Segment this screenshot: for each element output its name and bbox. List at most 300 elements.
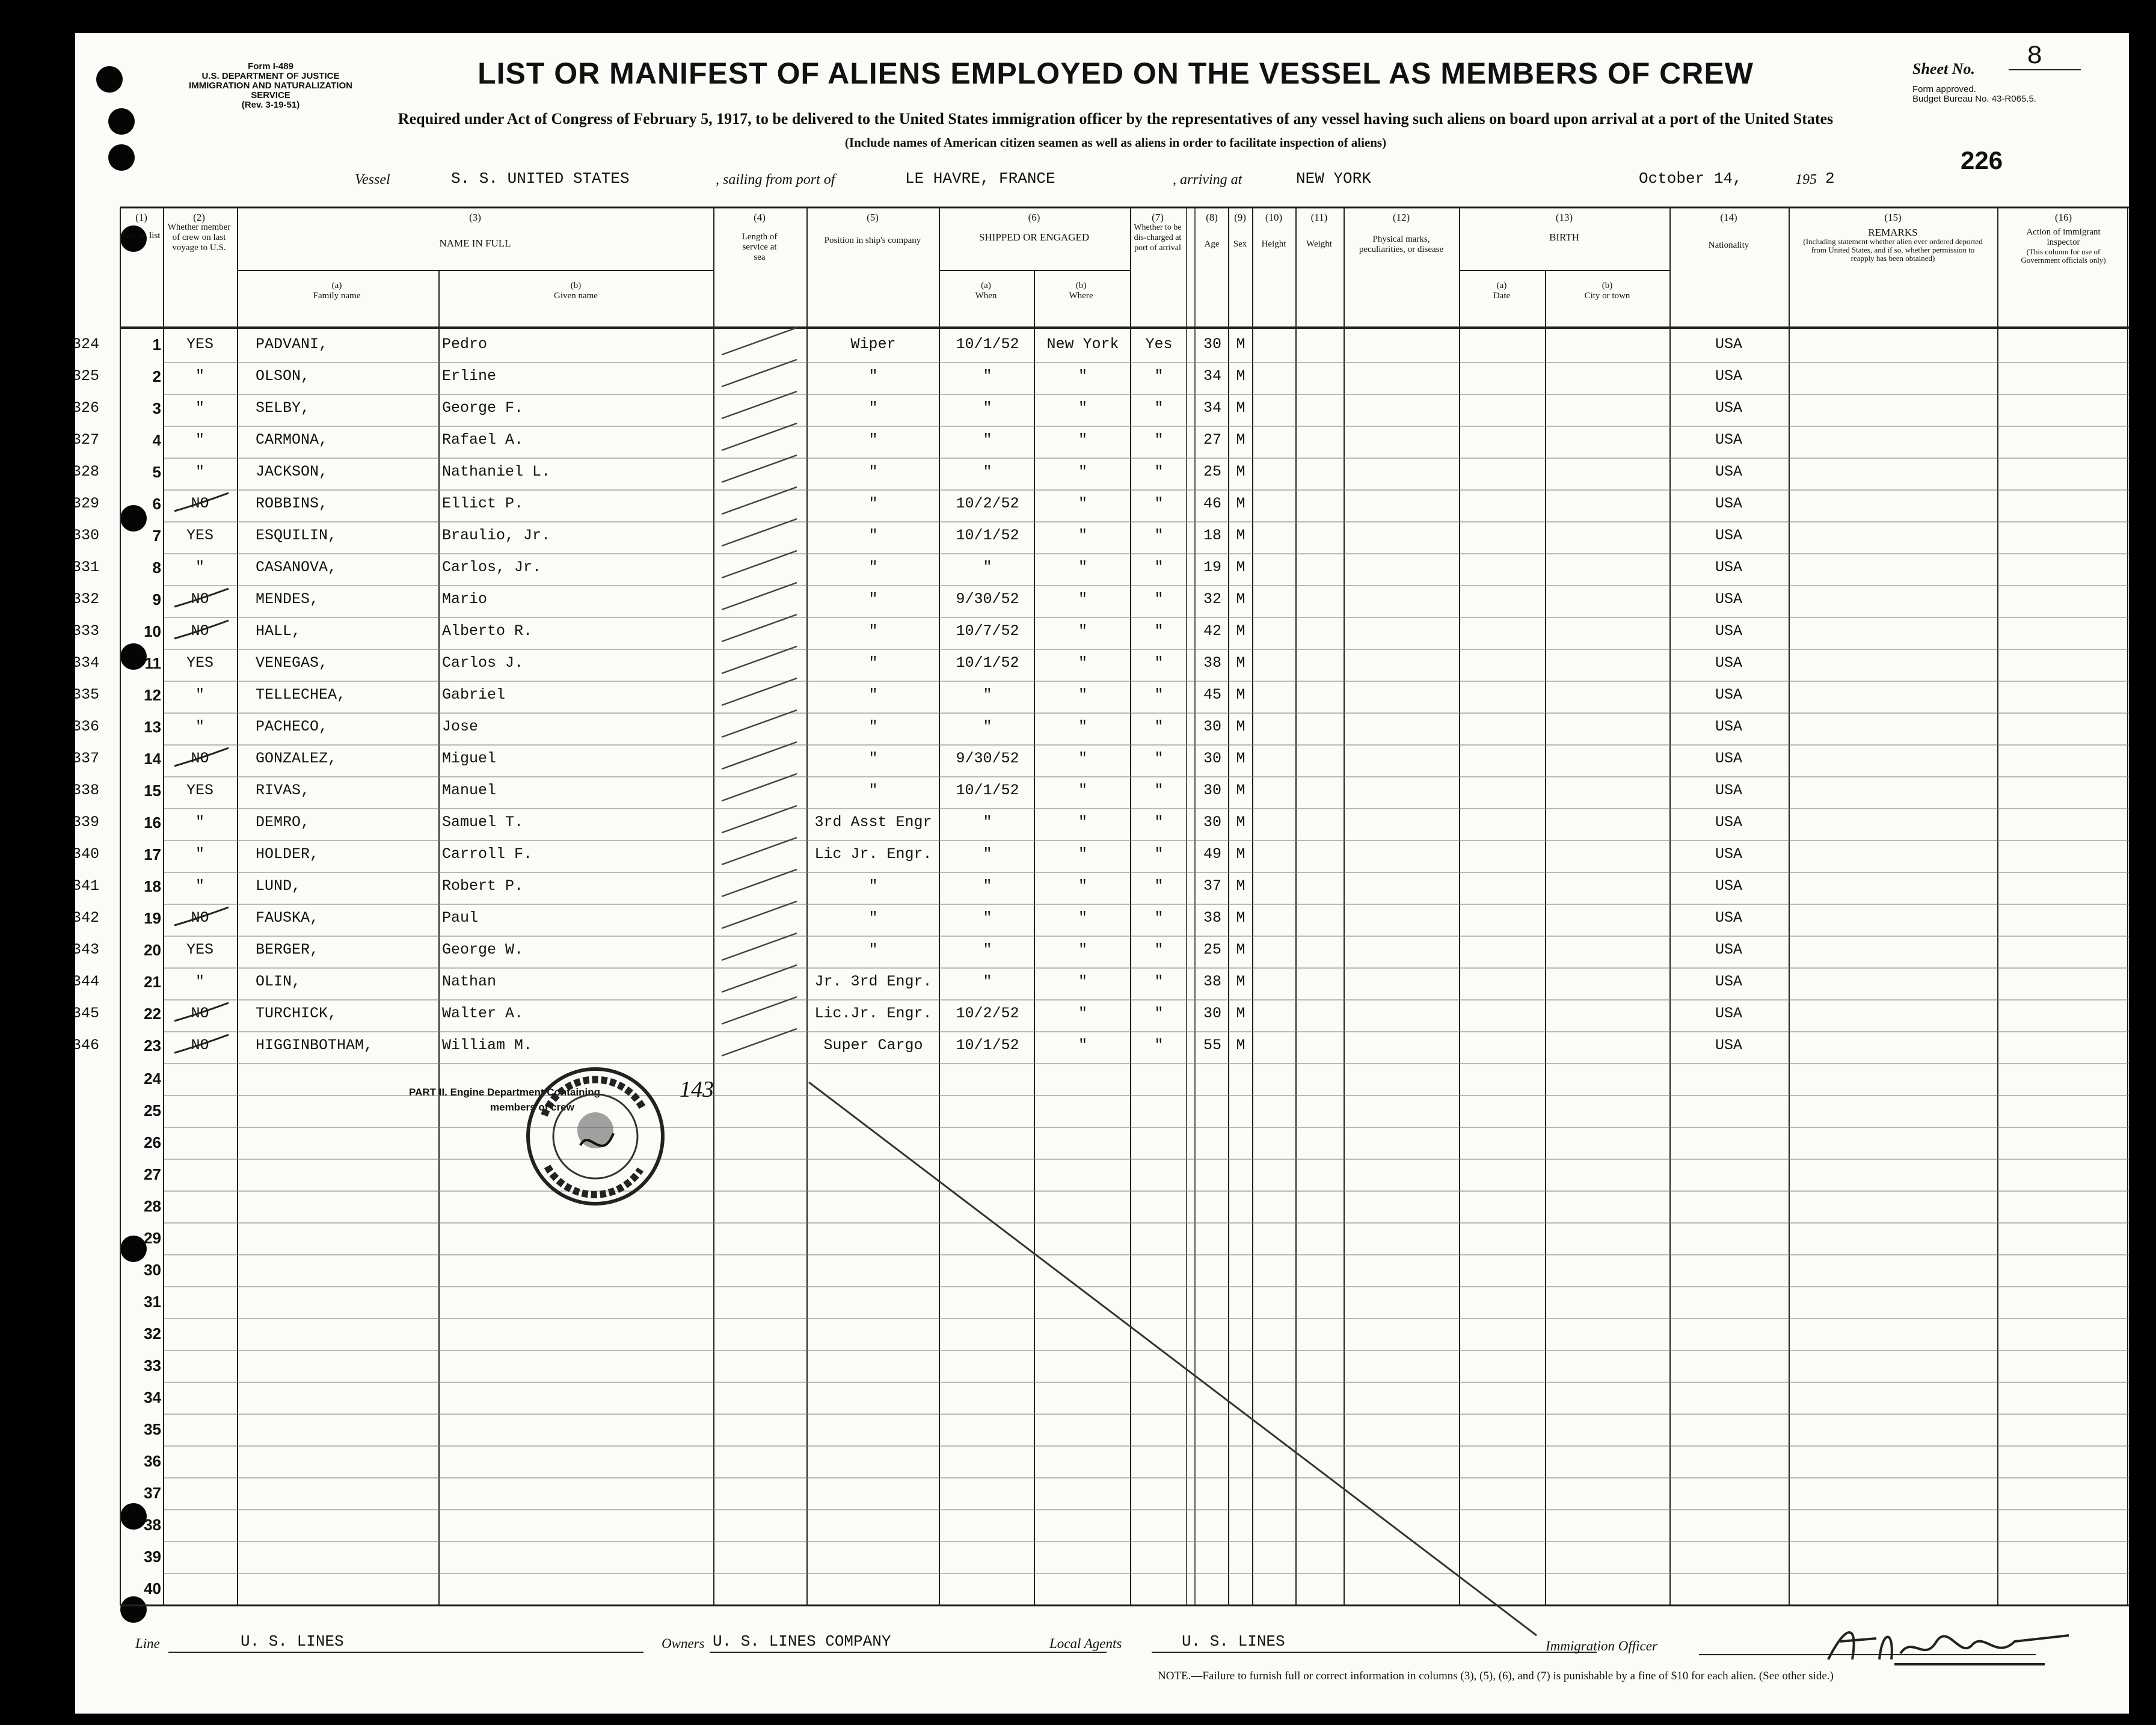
shipped-where: " [1078, 367, 1087, 385]
shipped-when: 10/1/52 [956, 527, 1019, 544]
row-number: 31 [144, 1293, 161, 1311]
form-title: LIST OR MANIFEST OF ALIENS EMPLOYED ON THE VESSEL AS MEMBERS OF CREW [478, 57, 1754, 90]
nationality: USA [1715, 1037, 1742, 1054]
nationality: USA [1715, 1005, 1742, 1022]
sex: M [1236, 718, 1245, 735]
given-name: George W. [442, 941, 524, 958]
given-name: Walter A. [442, 1005, 524, 1022]
form-subtitle: Required under Act of Congress of February 5, 1917, to be delivered to the United States immigration officer by the representatives of any vessel having such aliens on board upon arrival at a port of the United States [398, 110, 1834, 127]
row-number: 29 [144, 1229, 161, 1247]
given-name: Carroll F. [442, 845, 533, 863]
shipped-when: " [983, 559, 992, 576]
row-margin-number: 340 [72, 845, 100, 863]
age: 42 [1203, 622, 1221, 640]
given-name: Braulio, Jr. [442, 527, 551, 544]
age: 38 [1203, 973, 1221, 990]
position: " [868, 877, 878, 895]
service-slash [722, 614, 797, 642]
nationality: USA [1715, 559, 1742, 576]
last-voyage: NO [191, 750, 209, 767]
age: 37 [1203, 877, 1221, 895]
stamp-number: 226 [1961, 146, 2003, 174]
row-number: 11 [144, 654, 161, 672]
nationality: USA [1715, 399, 1742, 417]
nationality: USA [1715, 336, 1742, 353]
sheet-number: 8 [2027, 41, 2043, 72]
service-slash [722, 965, 797, 992]
row-number: 3 [152, 399, 161, 417]
sex: M [1236, 877, 1245, 895]
shipped-where: " [1078, 877, 1087, 895]
position: " [868, 909, 878, 927]
row-margin-number: 338 [72, 782, 100, 799]
last-voyage: " [195, 367, 204, 385]
service-slash [722, 391, 797, 418]
family-name: CASANOVA, [256, 559, 337, 576]
sex: M [1236, 941, 1245, 958]
position: " [868, 527, 878, 544]
shipped-when: 10/1/52 [956, 782, 1019, 799]
no-check-mark [174, 907, 229, 925]
family-name: ESQUILIN, [256, 527, 337, 544]
shipped-where: " [1078, 431, 1087, 449]
row-number: 14 [144, 750, 161, 768]
row-number: 17 [144, 845, 161, 863]
no-check-mark [174, 1003, 229, 1021]
position: " [868, 367, 878, 385]
discharged: " [1154, 909, 1164, 927]
given-name: Miguel [442, 750, 497, 767]
row-number: 1 [152, 336, 161, 354]
service-slash [722, 710, 797, 737]
position: Lic Jr. Engr. [814, 845, 932, 863]
row-number: 32 [144, 1325, 161, 1343]
row-number: 13 [144, 718, 161, 736]
shipped-when: " [983, 463, 992, 480]
row-margin-number: 345 [72, 1005, 100, 1022]
shipped-where: " [1078, 973, 1087, 990]
row-number: 26 [144, 1133, 161, 1151]
age: 32 [1203, 590, 1221, 608]
row-number: 39 [144, 1548, 161, 1566]
age: 30 [1203, 813, 1221, 831]
last-voyage: " [195, 845, 204, 863]
no-check-mark [174, 748, 229, 766]
discharged: " [1154, 495, 1164, 512]
row-margin-number: 329 [72, 495, 100, 512]
row-margin-number: 331 [72, 559, 100, 576]
sex: M [1236, 654, 1245, 672]
voyage-line: Vessel S. S. UNITED STATES , sailing from port of LE HAVRE, FRANCE , arriving at NEW YORK October 14, 195 2 [355, 170, 1835, 188]
annotations-layer [75, 33, 2129, 1714]
age: 30 [1203, 750, 1221, 767]
shipped-where: " [1078, 463, 1087, 480]
discharged: " [1154, 686, 1164, 703]
footer-note: NOTE.—Failure to furnish full or correct information in columns (3), (5), (6), and (7) is punishable by a fine of $10 for each alien. (See other side.) [1158, 1670, 1834, 1682]
age: 34 [1203, 399, 1221, 417]
given-name: Pedro [442, 336, 488, 353]
sex: M [1236, 813, 1245, 831]
shipped-where: " [1078, 750, 1087, 767]
shipped-where: " [1078, 909, 1087, 927]
position: " [868, 559, 878, 576]
row-number: 6 [152, 495, 161, 513]
service-slash [722, 487, 797, 514]
row-number: 16 [144, 813, 161, 832]
age: 18 [1203, 527, 1221, 544]
row-number: 38 [144, 1516, 161, 1534]
sex: M [1236, 527, 1245, 544]
given-name: Jose [442, 718, 479, 735]
row-margin-number: 328 [72, 463, 100, 480]
no-check-mark [174, 493, 229, 511]
discharged: " [1154, 813, 1164, 831]
approval-block: Form approved. Budget Bureau No. 43-R065.5. [1912, 84, 2036, 104]
sex: M [1236, 622, 1245, 640]
discharged: " [1154, 845, 1164, 863]
shipped-where: " [1078, 590, 1087, 608]
sheet-label: Sheet No. [1912, 60, 1975, 78]
last-voyage: NO [191, 495, 209, 512]
row-number: 15 [144, 782, 161, 800]
row-margin-number: 334 [72, 654, 100, 672]
sex: M [1236, 782, 1245, 799]
sex: M [1236, 495, 1245, 512]
discharged: " [1154, 622, 1164, 640]
nationality: USA [1715, 654, 1742, 672]
row-margin-number: 327 [72, 431, 100, 449]
row-number: 37 [144, 1484, 161, 1502]
last-voyage: NO [191, 1005, 209, 1022]
shipped-where: " [1078, 782, 1087, 799]
sex: M [1236, 973, 1245, 990]
shipped-when: 9/30/52 [956, 590, 1019, 608]
position: Jr. 3rd Engr. [814, 973, 932, 990]
discharged: " [1154, 1037, 1164, 1054]
strike-through-diagonal [809, 1082, 1537, 1635]
family-name: TURCHICK, [256, 1005, 337, 1022]
age: 30 [1203, 782, 1221, 799]
discharged: " [1154, 973, 1164, 990]
sex: M [1236, 431, 1245, 449]
family-name: VENEGAS, [256, 654, 328, 672]
nationality: USA [1715, 686, 1742, 703]
row-number: 5 [152, 463, 161, 481]
row-number: 9 [152, 590, 161, 608]
age: 46 [1203, 495, 1221, 512]
shipped-where: " [1078, 686, 1087, 703]
sex: M [1236, 399, 1245, 417]
given-name: Erline [442, 367, 497, 385]
row-number: 22 [144, 1005, 161, 1023]
shipped-where: " [1078, 622, 1087, 640]
discharged: " [1154, 527, 1164, 544]
row-number: 28 [144, 1197, 161, 1215]
service-slash [722, 742, 797, 769]
family-name: OLSON, [256, 367, 310, 385]
position: " [868, 686, 878, 703]
shipped-when: " [983, 877, 992, 895]
discharged: " [1154, 367, 1164, 385]
position: 3rd Asst Engr [814, 813, 932, 831]
sex: M [1236, 845, 1245, 863]
position: " [868, 654, 878, 672]
shipped-where: " [1078, 1005, 1087, 1022]
discharged: " [1154, 941, 1164, 958]
last-voyage: YES [186, 527, 213, 544]
nationality: USA [1715, 367, 1742, 385]
nationality: USA [1715, 590, 1742, 608]
last-voyage: " [195, 431, 204, 449]
part-two-label-2: members of crew [490, 1101, 574, 1113]
service-slash [722, 328, 797, 355]
shipped-when: " [983, 431, 992, 449]
part-two-label: PART II. Engine Department Containing [409, 1086, 600, 1098]
last-voyage: NO [191, 909, 209, 927]
sex: M [1236, 1037, 1245, 1054]
family-name: HALL, [256, 622, 301, 640]
given-name: Carlos, Jr. [442, 559, 542, 576]
row-margin-number: 342 [72, 909, 100, 927]
nationality: USA [1715, 941, 1742, 958]
given-name: Ellict P. [442, 495, 524, 512]
row-number: 36 [144, 1452, 161, 1470]
family-name: ROBBINS, [256, 495, 328, 512]
family-name: RIVAS, [256, 782, 310, 799]
shipped-when: " [983, 973, 992, 990]
discharged: " [1154, 877, 1164, 895]
discharged: " [1154, 718, 1164, 735]
row-number: 33 [144, 1356, 161, 1374]
part-two-count: 143 [680, 1077, 714, 1102]
discharged: " [1154, 590, 1164, 608]
no-check-mark [174, 589, 229, 607]
discharged: " [1154, 399, 1164, 417]
service-slash [722, 1029, 797, 1056]
service-slash [722, 806, 797, 833]
given-name: Robert P. [442, 877, 524, 895]
row-number: 4 [152, 431, 161, 449]
row-margin-number: 333 [72, 622, 100, 640]
no-check-mark [174, 620, 229, 639]
service-slash [722, 519, 797, 546]
row-margin-number: 332 [72, 590, 100, 608]
arrival-date: October 14, [1639, 170, 1742, 188]
manifest-sheet [72, 33, 2129, 1714]
last-voyage: " [195, 813, 204, 831]
service-slash [722, 646, 797, 673]
nationality: USA [1715, 877, 1742, 895]
form-number: Form I-489 [248, 61, 293, 72]
row-number: 18 [144, 877, 161, 895]
nationality: USA [1715, 463, 1742, 480]
nationality: USA [1715, 718, 1742, 735]
family-name: TELLECHEA, [256, 686, 346, 703]
shipped-where: " [1078, 845, 1087, 863]
age: 27 [1203, 431, 1221, 449]
service-slash [722, 901, 797, 928]
shipped-where: " [1078, 654, 1087, 672]
row-margin-number: 326 [72, 399, 100, 417]
row-number: 10 [144, 622, 161, 640]
last-voyage: " [195, 463, 204, 480]
row-number: 2 [152, 367, 161, 385]
family-name: CARMONA, [256, 431, 328, 449]
service-slash [722, 838, 797, 865]
shipped-where: " [1078, 718, 1087, 735]
last-voyage: " [195, 718, 204, 735]
position: " [868, 431, 878, 449]
family-name: DEMRO, [256, 813, 310, 831]
given-name: Paul [442, 909, 479, 927]
position: " [868, 718, 878, 735]
row-number: 19 [144, 909, 161, 927]
service-slash [722, 551, 797, 578]
service-slash [722, 360, 797, 387]
last-voyage: YES [186, 782, 213, 799]
shipped-where: " [1078, 941, 1087, 958]
position: " [868, 495, 878, 512]
shipped-where: " [1078, 527, 1087, 544]
position: Wiper [850, 336, 896, 353]
last-voyage: YES [186, 941, 213, 958]
family-name: FAUSKA, [256, 909, 319, 927]
shipped-when: 10/1/52 [956, 654, 1019, 672]
age: 30 [1203, 718, 1221, 735]
sex: M [1236, 463, 1245, 480]
nationality: USA [1715, 845, 1742, 863]
service-slash [722, 583, 797, 610]
position: Super Cargo [823, 1037, 923, 1054]
row-margin-number: 325 [72, 367, 100, 385]
row-number: 34 [144, 1388, 161, 1406]
row-margin-number: 324 [72, 336, 100, 353]
given-name: Alberto R. [442, 622, 533, 640]
service-slash [722, 774, 797, 801]
age: 38 [1203, 909, 1221, 927]
nationality: USA [1715, 527, 1742, 544]
row-margin-number: 344 [72, 973, 100, 990]
discharged: " [1154, 463, 1164, 480]
sailing-port: LE HAVRE, FRANCE [905, 170, 1055, 188]
position: Lic.Jr. Engr. [814, 1005, 932, 1022]
sex: M [1236, 336, 1245, 353]
discharged: " [1154, 782, 1164, 799]
row-margin-number: 341 [72, 877, 100, 895]
family-name: BERGER, [256, 941, 319, 958]
given-name: Manuel [442, 782, 497, 799]
discharged: " [1154, 1005, 1164, 1022]
arriving-port: NEW YORK [1296, 170, 1371, 188]
given-name: William M. [442, 1037, 533, 1054]
family-name: HIGGINBOTHAM, [256, 1037, 373, 1054]
shipped-when: " [983, 367, 992, 385]
shipped-when: 10/7/52 [956, 622, 1019, 640]
row-number: 23 [144, 1037, 161, 1055]
row-margin-number: 337 [72, 750, 100, 767]
nationality: USA [1715, 622, 1742, 640]
given-name: George F. [442, 399, 524, 417]
nationality: USA [1715, 750, 1742, 767]
row-number: 35 [144, 1420, 161, 1438]
age: 34 [1203, 367, 1221, 385]
form-rev: (Rev. 3-19-51) [241, 100, 300, 110]
row-margin-number: 335 [72, 686, 100, 703]
family-name: JACKSON, [256, 463, 328, 480]
age: 30 [1203, 1005, 1221, 1022]
shipped-when: 10/1/52 [956, 336, 1019, 353]
shipped-when: " [983, 941, 992, 958]
age: 25 [1203, 463, 1221, 480]
age: 55 [1203, 1037, 1221, 1054]
shipped-when: " [983, 718, 992, 735]
last-voyage: YES [186, 336, 213, 353]
row-margin-number: 339 [72, 813, 100, 831]
family-name: GONZALEZ, [256, 750, 337, 767]
row-number: 21 [144, 973, 161, 991]
sex: M [1236, 1005, 1245, 1022]
row-number: 20 [144, 941, 161, 959]
given-name: Mario [442, 590, 488, 608]
given-name: Rafael A. [442, 431, 524, 449]
shipped-when: " [983, 686, 992, 703]
row-number: 24 [144, 1070, 161, 1088]
row-number: 8 [152, 559, 161, 577]
line-name: U. S. LINES [241, 1632, 344, 1650]
form-service: IMMIGRATION AND NATURALIZATION SERVICE [189, 81, 352, 100]
agents-name: U. S. LINES [1182, 1632, 1285, 1650]
nationality: USA [1715, 813, 1742, 831]
form-dept: U.S. DEPARTMENT OF JUSTICE [201, 71, 340, 81]
discharged: " [1154, 654, 1164, 672]
position: " [868, 463, 878, 480]
last-voyage: " [195, 973, 204, 990]
position: " [868, 750, 878, 767]
shipped-when: 9/30/52 [956, 750, 1019, 767]
officer-signature [1822, 1617, 2075, 1671]
consulate-stamp [520, 1061, 671, 1212]
last-voyage: " [195, 399, 204, 417]
position: " [868, 399, 878, 417]
given-name: Nathan [442, 973, 497, 990]
age: 45 [1203, 686, 1221, 703]
service-slash [722, 678, 797, 705]
shipped-where: New York [1046, 336, 1119, 353]
sex: M [1236, 909, 1245, 927]
row-number: 25 [144, 1101, 161, 1120]
shipped-where: " [1078, 559, 1087, 576]
last-voyage: " [195, 559, 204, 576]
last-voyage: YES [186, 654, 213, 672]
row-number: 12 [144, 686, 161, 704]
sex: M [1236, 750, 1245, 767]
service-slash [722, 997, 797, 1024]
discharged: " [1154, 431, 1164, 449]
shipped-when: 10/2/52 [956, 1005, 1019, 1022]
shipped-when: " [983, 909, 992, 927]
age: 30 [1203, 336, 1221, 353]
shipped-where: " [1078, 1037, 1087, 1054]
table-header: (1) No. on list (2) Whether member of crew on last voyage to U.S. (3) NAME IN FULL (a) Family name (b) Given name (4) Length of service at sea (5) Position in ship's company (6) SHIPPED OR ENGAGED (a) When (b) Where (7) Whether to be dis-charged at port of arrival (8) Age (9) Sex (10) Height (11) Weight (12) Physical marks, peculiarities, or disease (13) BIRTH (a) Date (b) City or town (14) Nationality (15) REMARKS (Including statement whether alien ever ordered deported from United States, and if so, whether permission to reapply has been obtained) (16) Action of immigrant inspector (This column for use of Government officials only) [122, 212, 2106, 301]
row-margin-number: 343 [72, 941, 100, 958]
row-margin-number: 336 [72, 718, 100, 735]
position: " [868, 590, 878, 608]
discharged: " [1154, 559, 1164, 576]
age: 38 [1203, 654, 1221, 672]
age: 25 [1203, 941, 1221, 958]
shipped-where: " [1078, 813, 1087, 831]
shipped-when: " [983, 399, 992, 417]
